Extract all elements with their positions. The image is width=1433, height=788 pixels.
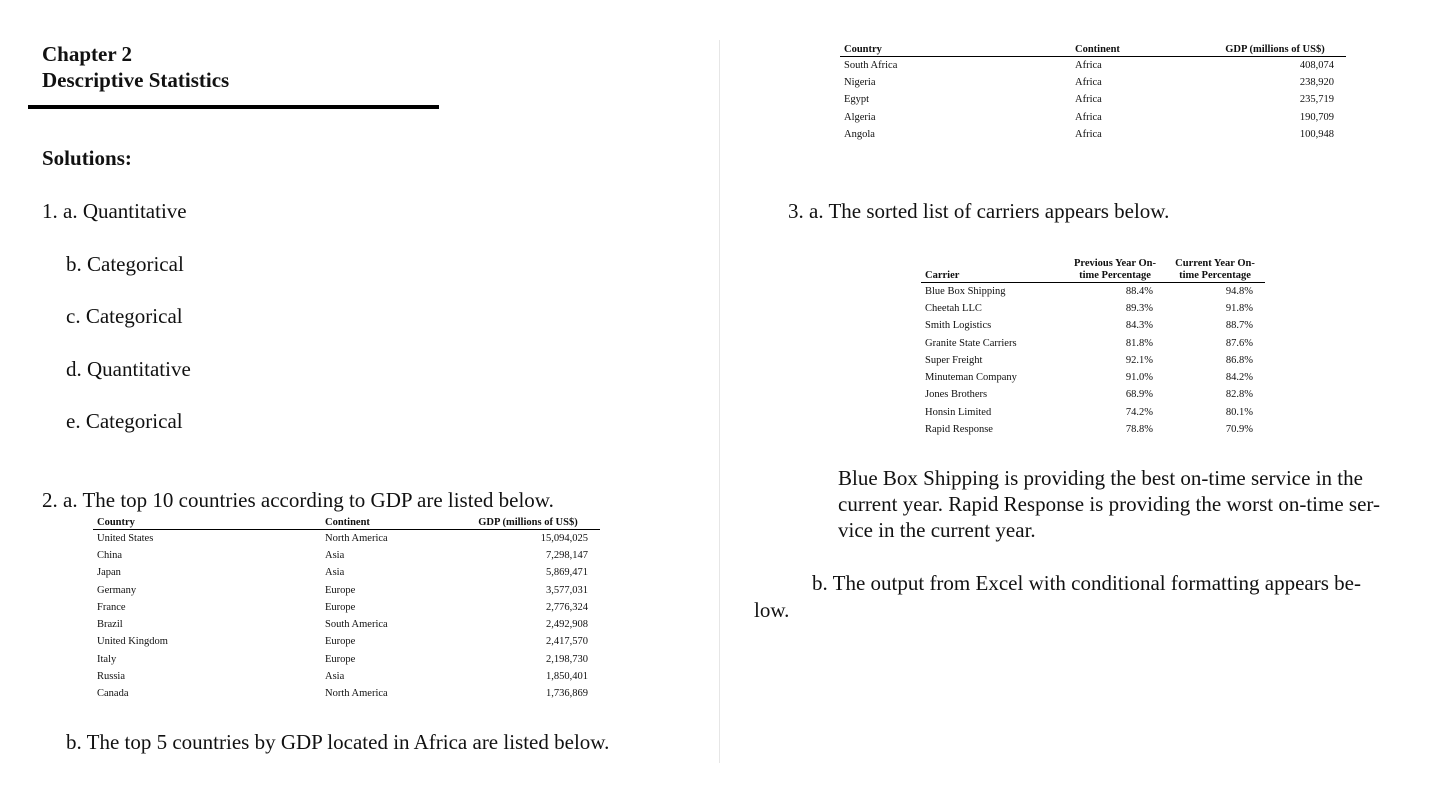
- col-carrier: Carrier: [921, 256, 1065, 283]
- table-cell: Africa: [1075, 128, 1102, 140]
- chapter-number: Chapter 2: [42, 42, 133, 66]
- table-cell: 80.1%: [1225, 406, 1253, 418]
- table-cell: 7,298,147: [546, 549, 588, 561]
- table-cell: Canada: [97, 688, 129, 700]
- table-cell: United Kingdom: [97, 636, 168, 648]
- table-cell: 2,417,570: [546, 636, 588, 648]
- table-cell: Europe: [325, 584, 356, 596]
- col-previous-year: Previous Year On-time Percentage: [1065, 256, 1165, 283]
- chapter-heading: [42, 41, 229, 93]
- table-row: [921, 335, 1265, 352]
- table-cell: Angola: [844, 128, 875, 140]
- table-row: [840, 74, 1346, 91]
- table-cell: 88.7%: [1225, 320, 1253, 332]
- column-divider: [719, 40, 720, 763]
- table-cell: 74.2%: [1125, 406, 1153, 418]
- table-cell: France: [97, 601, 126, 613]
- table-cell: Africa: [1075, 94, 1102, 106]
- conclusion-line: Blue Box Shipping is providing the best on-time service in the: [838, 466, 1363, 490]
- table-cell: South Africa: [844, 59, 898, 71]
- table-cell: Brazil: [97, 619, 123, 631]
- table-cell: South America: [325, 619, 388, 631]
- table-cell: 1,736,869: [546, 688, 588, 700]
- table-cell: Japan: [97, 567, 121, 579]
- table-cell: 84.3%: [1125, 320, 1153, 332]
- table-row: [921, 352, 1265, 369]
- table-row: [921, 404, 1265, 421]
- table-cell: 92.1%: [1125, 354, 1153, 366]
- table-row: [93, 582, 600, 599]
- table-row: [921, 300, 1265, 317]
- table-cell: 84.2%: [1225, 372, 1253, 384]
- carrier-table: [921, 256, 1265, 439]
- table-row: [840, 109, 1346, 126]
- table-cell: Europe: [325, 636, 356, 648]
- table-cell: 235,719: [1299, 94, 1334, 106]
- table-cell: 82.8%: [1225, 389, 1253, 401]
- table-cell: 91.8%: [1225, 302, 1253, 314]
- table-cell: 89.3%: [1125, 302, 1153, 314]
- table-cell: Smith Logistics: [925, 320, 992, 332]
- table-row: [921, 387, 1265, 404]
- table-cell: Blue Box Shipping: [925, 285, 1006, 297]
- table-row: [840, 126, 1346, 143]
- col-current-year: Current Year On-time Percentage: [1165, 256, 1265, 283]
- table-cell: Granite State Carriers: [925, 337, 1017, 349]
- table-cell: 94.8%: [1225, 285, 1253, 297]
- table-header-row: [921, 256, 1265, 283]
- table-cell: Asia: [325, 549, 345, 561]
- table-cell: North America: [325, 688, 388, 700]
- heading-rule: [28, 105, 439, 109]
- table-cell: Africa: [1075, 111, 1102, 123]
- table-cell: 81.8%: [1125, 337, 1153, 349]
- table-header-row: [840, 43, 1346, 57]
- table-cell: 15,094,025: [540, 532, 588, 544]
- table-cell: Asia: [325, 567, 345, 579]
- table-cell: 78.8%: [1125, 424, 1153, 436]
- q1-e: e. Categorical: [66, 409, 183, 433]
- table-cell: Cheetah LLC: [925, 302, 982, 314]
- table-row: [921, 369, 1265, 386]
- q1-b: b. Categorical: [66, 252, 184, 276]
- table-row: [840, 92, 1346, 109]
- table-cell: Europe: [325, 653, 356, 665]
- table-cell: 408,074: [1299, 59, 1334, 71]
- table-cell: 88.4%: [1125, 285, 1153, 297]
- q3-a-conclusion: [838, 465, 1433, 543]
- table-row: [93, 668, 600, 685]
- q1-c: c. Categorical: [66, 304, 183, 328]
- table-row: [921, 318, 1265, 335]
- table-row: [921, 421, 1265, 438]
- table-cell: 238,920: [1299, 76, 1334, 88]
- chapter-title: Descriptive Statistics: [42, 68, 230, 92]
- table-cell: 86.8%: [1225, 354, 1253, 366]
- table-cell: Germany: [97, 584, 137, 596]
- table-cell: Algeria: [844, 111, 876, 123]
- q3-b-text-line2: low.: [754, 598, 790, 622]
- top10-gdp-table: [93, 516, 600, 703]
- table-cell: 91.0%: [1125, 372, 1153, 384]
- table-cell: 2,492,908: [546, 619, 588, 631]
- table-cell: 190,709: [1299, 111, 1334, 123]
- table-cell: 5,869,471: [546, 567, 588, 579]
- q2-a-text: 2. a. The top 10 countries according to GDP are listed below.: [42, 488, 554, 512]
- table-cell: 87.6%: [1225, 337, 1253, 349]
- table-cell: 68.9%: [1125, 389, 1153, 401]
- table-row: [93, 686, 600, 703]
- solutions-heading: Solutions:: [42, 146, 132, 170]
- table-cell: Minuteman Company: [925, 372, 1017, 384]
- table-cell: Jones Brothers: [925, 389, 988, 401]
- conclusion-line: current year. Rapid Response is providing the worst on-time ser-: [838, 492, 1380, 516]
- africa-gdp-table: [840, 43, 1346, 143]
- col-gdp: GDP (millions of US$): [1204, 43, 1346, 57]
- col-continent: Continent: [1071, 43, 1204, 57]
- table-row: [93, 530, 600, 548]
- q1-d: d. Quantitative: [66, 357, 191, 381]
- q2-b-text: b. The top 5 countries by GDP located in Africa are listed below.: [66, 730, 610, 754]
- col-country: Country: [840, 43, 1071, 57]
- table-cell: Europe: [325, 601, 356, 613]
- col-country: Country: [93, 516, 321, 530]
- table-cell: China: [97, 549, 123, 561]
- table-row: [93, 547, 600, 564]
- col-gdp: GDP (millions of US$): [456, 516, 600, 530]
- table-cell: Russia: [97, 671, 126, 683]
- table-cell: Africa: [1075, 59, 1102, 71]
- table-row: [93, 651, 600, 668]
- table-cell: 100,948: [1299, 128, 1334, 140]
- table-cell: United States: [97, 532, 154, 544]
- table-cell: Honsin Limited: [925, 406, 992, 418]
- table-cell: Rapid Response: [925, 424, 993, 436]
- q1-a: 1. a. Quantitative: [42, 199, 187, 223]
- table-row: [93, 616, 600, 633]
- table-cell: Nigeria: [844, 76, 876, 88]
- table-cell: 2,198,730: [546, 653, 588, 665]
- table-cell: Egypt: [844, 94, 870, 106]
- table-cell: 2,776,324: [546, 601, 588, 613]
- col-continent: Continent: [321, 516, 456, 530]
- table-row: [93, 599, 600, 616]
- table-cell: 1,850,401: [546, 671, 588, 683]
- table-cell: 70.9%: [1225, 424, 1253, 436]
- table-row: [93, 634, 600, 651]
- table-row: [921, 283, 1265, 301]
- table-row: [840, 57, 1346, 75]
- table-cell: 3,577,031: [546, 584, 588, 596]
- table-cell: North America: [325, 532, 388, 544]
- table-cell: Italy: [97, 653, 117, 665]
- conclusion-line: vice in the current year.: [838, 518, 1036, 542]
- q3-b-text-line1: b. The output from Excel with conditional formatting appears be-: [812, 571, 1361, 595]
- table-cell: Africa: [1075, 76, 1102, 88]
- table-cell: Super Freight: [925, 354, 983, 366]
- table-cell: Asia: [325, 671, 345, 683]
- table-header-row: [93, 516, 600, 530]
- q3-a-text: 3. a. The sorted list of carriers appears below.: [788, 199, 1170, 223]
- table-row: [93, 565, 600, 582]
